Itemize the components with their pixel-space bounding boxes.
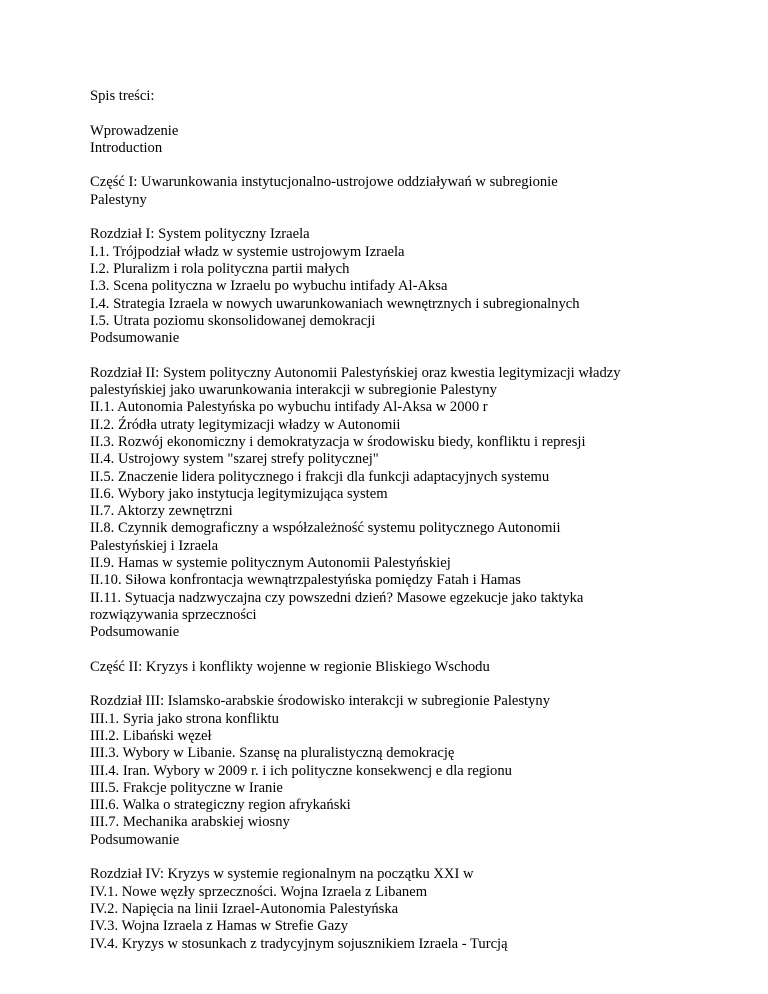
toc-entry: II.4. Ustrojowy system "szarej strefy politycznej" <box>90 451 379 468</box>
chapter-title: Rozdział IV: Kryzys w systemie regionalnym na początku XXI w <box>90 866 474 883</box>
chapter-2-section <box>90 365 740 642</box>
toc-entry: III.4. Iran. Wybory w 2009 r. i ich polityczne konsekwencj e dla regionu <box>90 762 512 779</box>
toc-entry: III.6. Walka o strategiczny region afrykański <box>90 797 351 814</box>
toc-entry: II.9. Hamas w systemie politycznym Autonomii Palestyńskiej <box>90 555 451 572</box>
toc-entry: I.5. Utrata poziomu skonsolidowanej demokracji <box>90 312 376 329</box>
spacer <box>90 676 740 693</box>
spacer <box>90 105 740 122</box>
toc-entry: IV.3. Wojna Izraela z Hamas w Strefie Gazy <box>90 918 349 935</box>
spacer <box>90 642 740 659</box>
part-2-title <box>90 659 740 676</box>
toc-entry: III.2. Libański węzeł <box>90 727 212 744</box>
chapter-4-section <box>90 866 740 952</box>
chapter-title: Rozdział II: System polityczny Autonomii Palestyńskiej oraz kwestia legitymizacji władzy <box>90 364 621 381</box>
toc-entry: IV.1. Nowe węzły sprzeczności. Wojna Izraela z Libanem <box>90 883 428 900</box>
toc-entry: Część II: Kryzys i konflikty wojenne w regionie Bliskiego Wschodu <box>90 658 490 675</box>
intro-section <box>90 123 740 158</box>
toc-entry: III.3. Wybory w Libanie. Szansę na pluralistyczną demokrację <box>90 745 455 762</box>
toc-entry: III.1. Syria jako strona konfliktu <box>90 710 279 727</box>
toc-entry: Podsumowanie <box>90 624 180 641</box>
toc-entry: III.5. Frakcje polityczne w Iranie <box>90 779 283 796</box>
toc-entry: II.10. Siłowa konfrontacja wewnątrzpalestyńska pomiędzy Fatah i Hamas <box>90 572 521 589</box>
toc-entry: IV.4. Kryzys w stosunkach z tradycyjnym sojusznikiem Izraela - Turcją <box>90 935 508 952</box>
toc-heading: Spis treści: <box>90 88 155 104</box>
toc-entry: Podsumowanie <box>90 831 180 848</box>
spacer <box>90 849 740 866</box>
toc-entry: IV.2. Napięcia na linii Izrael-Autonomia Palestyńska <box>90 900 399 917</box>
toc-entry: Część I: Uwarunkowania instytucjonalno-ustrojowe oddziaływań w subregionie <box>90 174 558 191</box>
chapter-title: Rozdział III: Islamsko-arabskie środowisko interakcji w subregionie Palestyny <box>90 693 550 710</box>
toc-entry: II.6. Wybory jako instytucja legitymizująca system <box>90 485 388 502</box>
chapter-title: Rozdział I: System polityczny Izraela <box>90 226 310 243</box>
chapter-3-section <box>90 693 740 849</box>
document-page <box>90 88 740 953</box>
toc-entry: I.1. Trójpodział władz w systemie ustrojowym Izraela <box>90 243 405 260</box>
toc-entry: Introduction <box>90 139 163 156</box>
toc-entry: I.4. Strategia Izraela w nowych uwarunkowaniach wewnętrznych i subregionalnych <box>90 295 580 312</box>
toc-entry: I.3. Scena polityczna w Izraelu po wybuchu intifady Al-Aksa <box>90 278 448 295</box>
toc-entry: Palestyńskiej i Izraela <box>90 537 219 554</box>
toc-entry: Wprowadzenie <box>90 122 179 139</box>
chapter-1-section <box>90 226 740 347</box>
toc-entry: Palestyny <box>90 191 147 208</box>
toc-entry: I.2. Pluralizm i rola polityczna partii małych <box>90 260 350 277</box>
toc-entry: II.11. Sytuacja nadzwyczajna czy powszedni dzień? Masowe egzekucje jako taktyka <box>90 589 584 606</box>
spacer <box>90 209 740 226</box>
toc-entry: II.2. Źródła utraty legitymizacji władzy w Autonomii <box>90 416 401 433</box>
toc-entry: II.7. Aktorzy zewnętrzni <box>90 503 233 520</box>
toc-entry: II.3. Rozwój ekonomiczny i demokratyzacja w środowisku biedy, konfliktu i represji <box>90 433 586 450</box>
toc-entry: II.5. Znaczenie lidera politycznego i frakcji dla funkcji adaptacyjnych systemu <box>90 468 550 485</box>
part-1-title <box>90 174 740 209</box>
toc-entry: rozwiązywania sprzeczności <box>90 606 257 623</box>
spacer <box>90 157 740 174</box>
toc-entry: Podsumowanie <box>90 330 180 347</box>
toc-entry: II.1. Autonomia Palestyńska po wybuchu intifady Al-Aksa w 2000 r <box>90 399 488 416</box>
toc-entry: III.7. Mechanika arabskiej wiosny <box>90 814 290 831</box>
toc-entry: II.8. Czynnik demograficzny a współzależność systemu politycznego Autonomii <box>90 520 561 537</box>
chapter-title: palestyńskiej jako uwarunkowania interakcji w subregionie Palestyny <box>90 382 497 399</box>
spacer <box>90 347 740 364</box>
